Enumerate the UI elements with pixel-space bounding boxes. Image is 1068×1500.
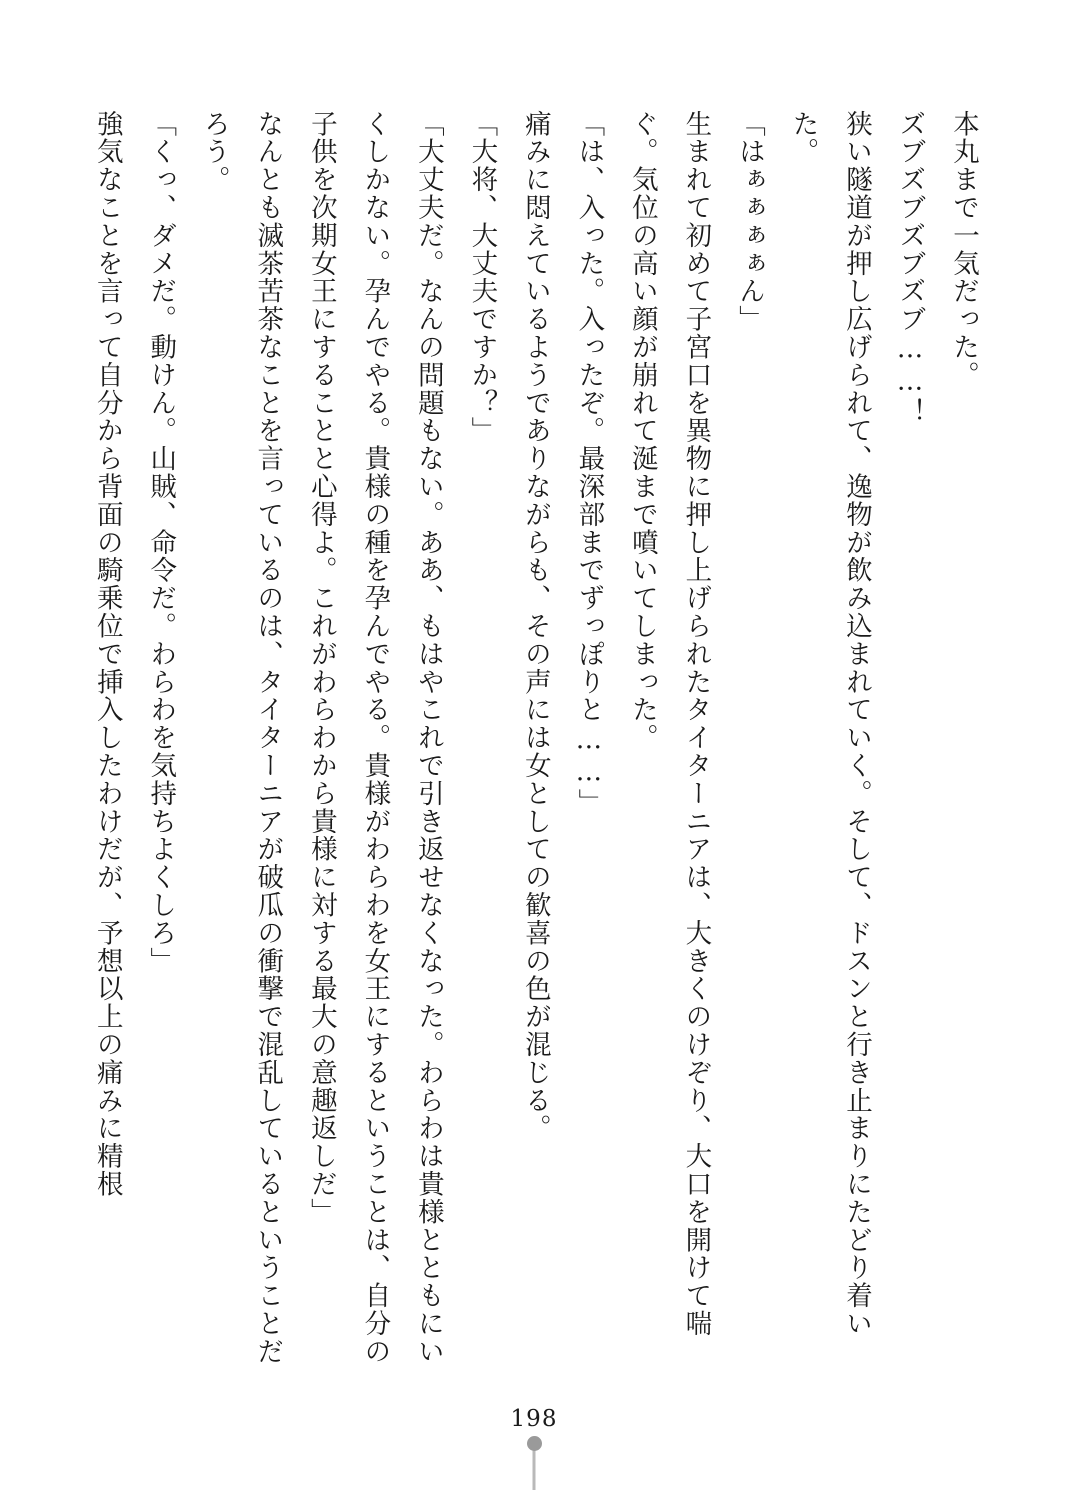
page-marker-icon (533, 1448, 536, 1490)
paragraph: 本丸まで一気だった。 (948, 110, 979, 389)
paragraph: 「は、入った。入ったぞ。最深部までずっぽりと……」 (573, 110, 605, 817)
paragraph: 狭い隧道が押し広げられて、逸物が飲み込まれていく。そして、ドスンと行き止まりにたどり着いた。 (787, 110, 872, 1338)
page-number: 198 (510, 1406, 558, 1432)
paragraph: 強気なことを言って自分から背面の騎乗位で挿入したわけだが、予想以上の痛みに精根 (91, 110, 123, 1199)
paragraph: 「大将、大丈夫ですか？」 (466, 110, 498, 445)
body-text (91, 110, 990, 1370)
paragraph: 「はぁぁぁぁん」 (733, 110, 765, 334)
paragraph: 生まれて初めて子宮口を異物に押し上げられたタイターニアは、大きくのけぞり、大口を開けて喘ぐ。気位の高い顔が崩れて涎まで噴いてしまった。 (626, 110, 712, 1338)
paragraph: ズブズブズブズブ……！ (894, 110, 926, 426)
paragraph: 「くっ、ダメだ。動けん。山賊、命令だ。わらわを気持ちよくしろ」 (145, 110, 177, 975)
paragraph: 「大丈夫だ。なんの問題もない。ああ、もはやこれで引き返せなくなった。わらわは貴様とともにいくしかない。孕んでやる。貴様の種を孕んでやる。貴様がわらわを女王にするということは、自分の子供を次期女王にすることと心得よ。これがわらわから貴様に対する最大の意趣返しだ」 (305, 110, 444, 1366)
paragraph: なんとも滅茶苦茶なことを言っているのは、タイターニアが破瓜の衝撃で混乱しているということだろう。 (198, 110, 284, 1366)
paragraph: 痛みに悶えているようでありながらも、その声には女としての歓喜の色が混じる。 (519, 110, 551, 1143)
